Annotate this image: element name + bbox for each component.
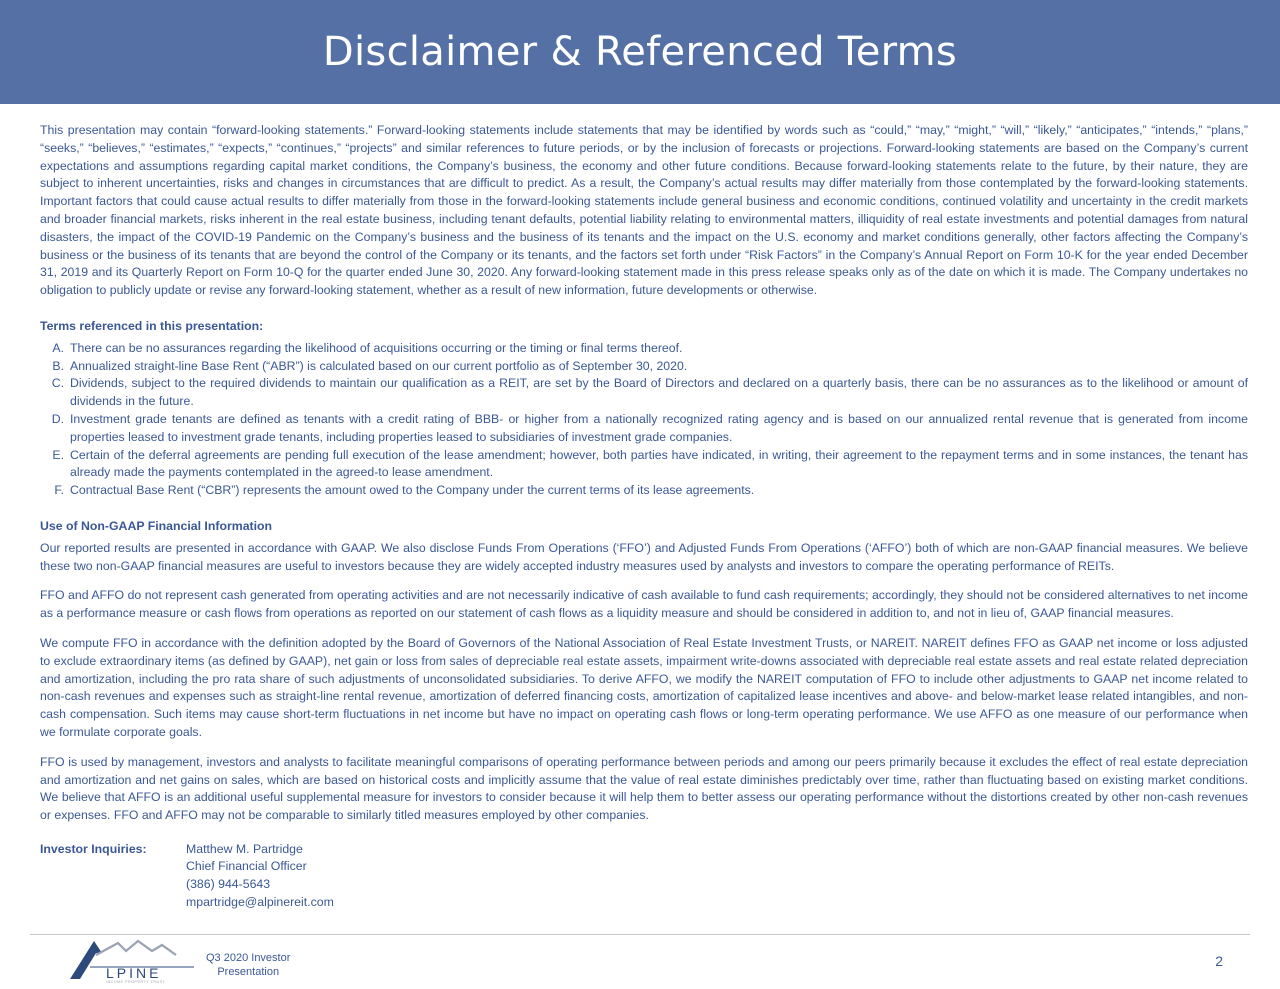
term-letter: B. — [52, 358, 64, 373]
term-text: Contractual Base Rent (“CBR”) represents the amount owed to the Company under the current terms of its lease agreements. — [70, 483, 755, 498]
term-text: Annualized straight-line Base Rent (“ABR”) is calculated based on our current portfolio as of September 30, 2020. — [70, 358, 688, 373]
contact-title: Chief Financial Officer — [186, 859, 307, 874]
term-letter: E. — [52, 447, 64, 462]
footer-divider — [30, 934, 1250, 935]
non-gaap-paragraph: We compute FFO in accordance with the definition adopted by the Board of Governors of the National Association of Real Estate Investment Trusts, or NAREIT. NAREIT defines FFO as GAAP net income or loss adjusted to exclude extraordinary items (as defined by GAAP), net gain or loss from sales of depreciable real estate assets, impairment write-downs associated with depreciable real estate assets and real estate related depreciation and amortization, including the pro rata share of such adjustments of unconsolidated subsidiaries. To derive AFFO, we modify the NAREIT computation of FFO to include other adjustments to GAAP net income related to non-cash revenues and expenses such as straight-line rental revenue, amortization of deferred financing costs, amortization of capitalized lease incentives and above- and below-market lease related intangibles, and non-cash compensation. Such items may cause short-term fluctuations in net income but have no impact on operating cash flows or long-term operating performance. We use AFFO as one measure of our performance when we formulate corporate goals. — [40, 635, 1248, 739]
title-banner — [0, 0, 1280, 104]
logo-peak-main — [70, 941, 102, 979]
page-title: Disclaimer & Referenced Terms — [322, 29, 958, 75]
term-item — [40, 447, 1248, 483]
investor-inquiries-label: Investor Inquiries: — [40, 841, 147, 856]
page-number: 2 — [1215, 953, 1223, 969]
term-letter: C. — [51, 376, 64, 391]
investor-contact — [186, 841, 334, 911]
term-item — [40, 340, 1248, 358]
term-text: Certain of the deferral agreements are pending full execution of the lease amendment; however, both parties have indicated, in writing, their agreement to the repayment terms and in some instances, the tenant has already made the payments contemplated in the agreed-to lease amendment. — [70, 447, 1248, 480]
non-gaap-paragraph: Our reported results are presented in accordance with GAAP. We also disclose Funds From Operations (‘FFO’) and Adjusted Funds From Operations (‘AFFO’) both of which are non-GAAP financial measures. We believe these two non-GAAP financial measures are useful to investors because they are widely accepted industry measures used by analysts and investors to compare the operating performance of REITs. — [40, 540, 1248, 573]
term-letter: A. — [52, 340, 64, 355]
slide-body — [40, 122, 1248, 911]
non-gaap-paragraph: FFO is used by management, investors and analysts to facilitate meaningful comparisons of operating performance between periods and among our peers primarily because it excludes the effect of real estate depreciation and amortization and net gains on sales, which are based on historical costs and implicitly assume that the value of real estate diminishes predictably over time, rather than fluctuating based on existing market conditions. We believe that AFFO is an additional useful supplemental measure for investors to consider because it will help them to better assess our operating performance without the distortions created by other non-cash revenues or expenses. FFO and AFFO may not be comparable to similarly titled measures employed by other companies. — [40, 754, 1248, 823]
contact-email: mpartridge@alpinereit.com — [186, 894, 334, 909]
deck-label-line2: Presentation — [217, 966, 280, 978]
terms-list — [40, 340, 1248, 500]
alpine-logo — [66, 937, 200, 983]
term-text: Investment grade tenants are defined as tenants with a credit rating of BBB- or higher from a nationally recognized rating agency and is based on our annualized rental revenue that is generated from income properties leased to investment grade tenants, including properties leased to subsidiaries of investment grade companies. — [70, 411, 1248, 444]
logo-ridge — [96, 941, 176, 955]
term-letter: D. — [51, 411, 64, 426]
terms-heading: Terms referenced in this presentation: — [40, 318, 264, 333]
non-gaap-heading: Use of Non-GAAP Financial Information — [40, 518, 273, 533]
term-text: There can be no assurances regarding the likelihood of acquisitions occurring or the timing or final terms thereof. — [70, 340, 683, 355]
deck-label — [206, 951, 290, 979]
term-item — [40, 375, 1248, 411]
term-item — [40, 482, 1248, 500]
term-letter: F. — [54, 483, 64, 498]
term-text: Dividends, subject to the required dividends to maintain our qualification as a REIT, are set by the Board of Directors and declared on a quarterly basis, there can be no assurances as to the likelihood or amount of dividends in the future. — [70, 376, 1248, 409]
deck-label-line1: Q3 2020 Investor — [206, 952, 291, 964]
disclaimer-paragraph: This presentation may contain “forward-looking statements.” Forward-looking statements include statements that may be identified by words such as “could,” “may,” “might,” “will,” “likely,” “anticipates,” “intends,” “plans,” “seeks,” “believes,” “estimates,” “expects,” “continues,” “projects” and similar references to future periods, or by the inclusion of forecasts or projections. Forward-looking statements are based on the Company’s current expectations and assumptions regarding capital market conditions, the Company’s business, the economy and other future conditions. Because forward-looking statements relate to the future, by their nature, they are subject to inherent uncertainties, risks and changes in circumstances that are difficult to predict. As a result, the Company’s actual results may differ materially from those contemplated by the forward-looking statements. Important factors that could cause actual results to differ materially from those in the forward-looking statements include general business and economic conditions, continued volatility and uncertainty in the credit markets and broader financial markets, risks inherent in the real estate business, including tenant defaults, potential liability relating to environmental matters, illiquidity of real estate investments and potential damages from natural disasters, the impact of the COVID-19 Pandemic on the Company’s business and the business of its tenants and the impact on the U.S. economy and market conditions generally, other factors affecting the Company’s business or the business of its tenants that are beyond the control of the Company or its tenants, and the factors set forth under “Risk Factors” in the Company’s Annual Report on Form 10-K for the year ended December 31, 2019 and its Quarterly Report on Form 10-Q for the quarter ended June 30, 2020. Any forward-looking statement made in this press release speaks only as of the date on which it is made. The Company undertakes no obligation to publicly update or revise any forward-looking statement, whether as a result of new information, future developments or otherwise. — [40, 123, 1248, 298]
investor-inquiries — [40, 841, 1248, 911]
contact-phone: (386) 944-5643 — [186, 877, 271, 892]
contact-name: Matthew M. Partridge — [186, 841, 303, 856]
term-item — [40, 358, 1248, 376]
term-item — [40, 411, 1248, 447]
logo-tagline: INCOME PROPERTY TRUST — [106, 980, 166, 983]
logo-wordmark: LPINE — [106, 965, 162, 981]
non-gaap-paragraph: FFO and AFFO do not represent cash generated from operating activities and are not necessarily indicative of cash available to fund cash requirements; accordingly, they should not be considered alternatives to net income as a performance measure or cash flows from operations as reported on our statement of cash flows as a liquidity measure and should be considered in addition to, and not in lieu of, GAAP financial measures. — [40, 588, 1248, 621]
